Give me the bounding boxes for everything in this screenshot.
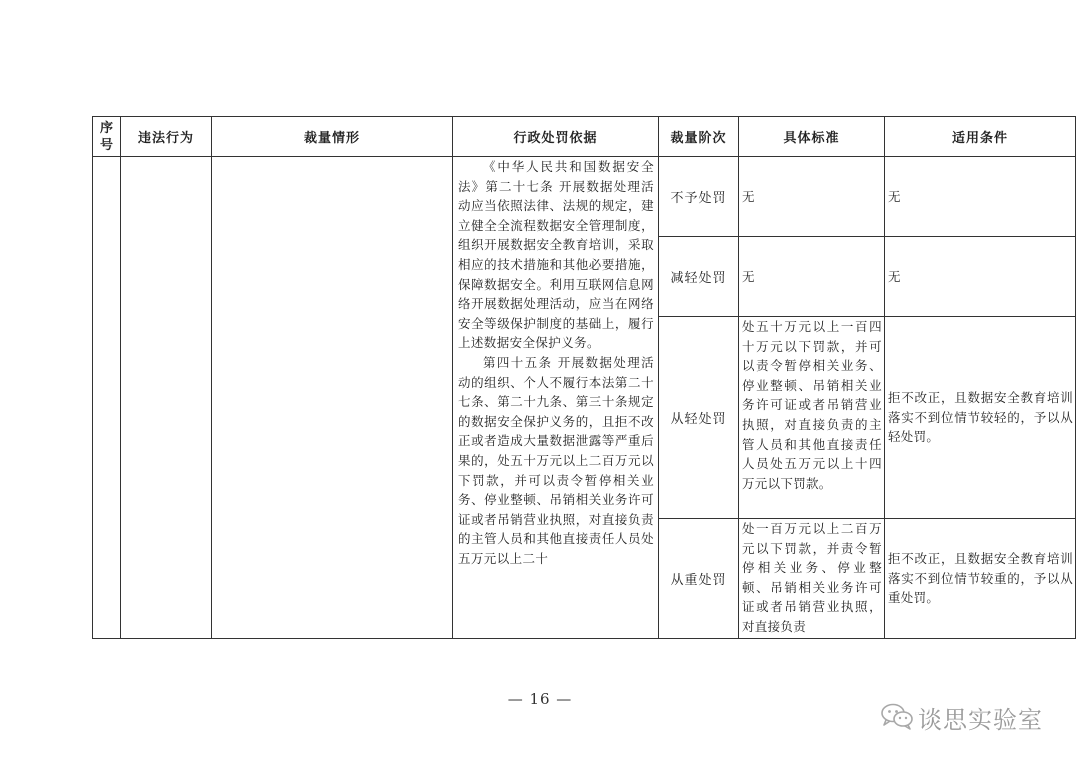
table-header-row	[93, 117, 1076, 157]
header-circumstance: 裁量情形	[212, 117, 453, 157]
standard-cell: 无	[739, 237, 885, 317]
header-condition: 适用条件	[885, 117, 1076, 157]
header-level: 裁量阶次	[659, 117, 739, 157]
penalty-discretion-table	[92, 116, 1076, 639]
level-cell: 不予处罚	[659, 157, 739, 237]
header-basis: 行政处罚依据	[453, 117, 659, 157]
violation-cell	[121, 157, 212, 639]
watermark	[880, 700, 1043, 735]
standard-cell: 处五十万元以上一百四十万元以下罚款，并可以责令暂停相关业务、停业整顿、吊销相关业务许可证或者吊销营业执照，对直接负责的主管人员和其他直接责任人员处五万元以上十四万元以下罚款。	[739, 317, 885, 519]
wechat-icon	[880, 702, 914, 734]
level-cell: 从重处罚	[659, 519, 739, 639]
standard-cell: 处一百万元以上二百万元以下罚款，并责令暂停相关业务、停业整顿、吊销相关业务许可证或者吊销营业执照，对直接负责	[739, 519, 885, 639]
condition-cell: 无	[885, 237, 1076, 317]
level-cell: 减轻处罚	[659, 237, 739, 317]
circumstance-cell	[212, 157, 453, 639]
level-cell: 从轻处罚	[659, 317, 739, 519]
condition-cell: 拒不改正，且数据安全教育培训落实不到位情节较轻的，予以从轻处罚。	[885, 317, 1076, 519]
header-serial-number: 序号	[93, 117, 121, 157]
page-number: — 16 —	[507, 690, 573, 708]
basis-cell	[453, 157, 659, 639]
basis-paragraph: 《中华人民共和国数据安全法》第二十七条 开展数据处理活动应当依照法律、法规的规定，建立健全全流程数据安全管理制度，组织开展数据安全教育培训，采取相应的技术措施和其他必要措施，保障数据安全。利用互联网信息网络开展数据处理活动，应当在网络安全等级保护制度的基础上，履行上述数据安全保护义务。	[458, 159, 654, 351]
basis-paragraph: 第四十五条 开展数据处理活动的组织、个人不履行本法第二十七条、第二十九条、第三十条规定的数据安全保护义务的，且拒不改正或者造成大量数据泄露等严重后果的，处五十万元以上二百万元以下罚款，并可以责令暂停相关业务、停业整顿、吊销相关业务许可证或者吊销营业执照，对直接负责的主管人员和其他直接责任人员处五万元以上二十	[458, 354, 654, 566]
serial-number-cell	[93, 157, 121, 639]
standard-cell: 无	[739, 157, 885, 237]
header-violation: 违法行为	[121, 117, 212, 157]
watermark-text: 谈思实验室	[918, 706, 1043, 734]
header-standard: 具体标准	[739, 117, 885, 157]
table-row	[93, 157, 1076, 237]
condition-cell: 无	[885, 157, 1076, 237]
penalty-table-container	[92, 116, 1073, 638]
condition-cell: 拒不改正，且数据安全教育培训落实不到位情节较重的，予以从重处罚。	[885, 519, 1076, 639]
